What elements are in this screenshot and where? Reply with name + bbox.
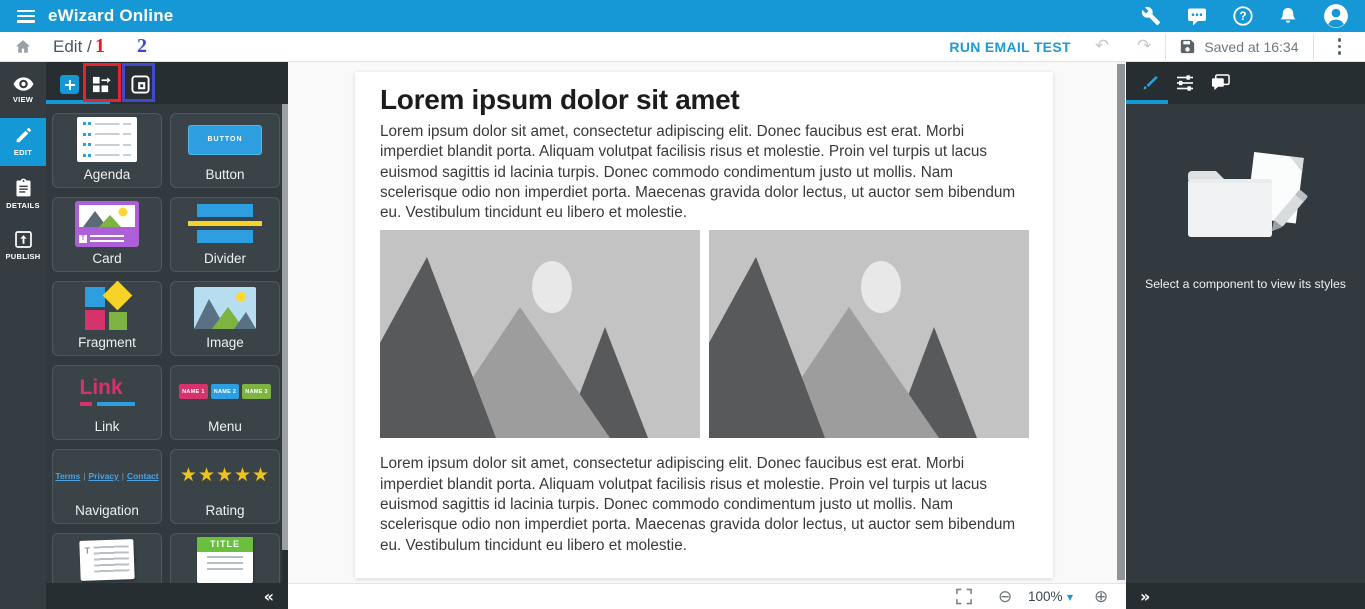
email-canvas [288,62,1126,609]
card-icon: T [53,198,161,249]
zoom-dropdown-icon[interactable]: ▾ [1067,589,1074,604]
menu-icon: NAME 1 NAME 2 NAME 3 [171,366,279,417]
save-status-text: Saved at 16:34 [1204,38,1299,55]
styles-brush-tab-icon[interactable] [1141,74,1159,92]
component-tile-button[interactable] [170,113,280,188]
component-tile-rating[interactable] [170,449,280,524]
breadcrumb: Edit / [53,36,92,56]
comments-tab-icon[interactable] [1211,74,1230,92]
sidebar-item-view[interactable] [0,66,46,114]
chat-icon[interactable] [1187,7,1207,26]
email-image-row [380,230,1029,438]
sidebar-item-publish[interactable] [0,222,46,270]
editor-toolbar [0,32,1365,62]
email-page[interactable] [355,72,1053,578]
tile-label: Navigation [75,503,139,518]
email-paragraph-2[interactable]: Lorem ipsum dolor sit amet, consectetur adipiscing elit. Donec faucibus est erat. Morbi imperdiet blandit porta. Aliquam volutpat facilisis risus et molestie. Proin vel turpis ut lacus euismod sagittis id lacinia turpis. Donec commodo condimentum justo ut mollis. Nam scelerisque odio non imperdiet porta. Maecenas gravida dolor lectus, ut auctor sem bibendum eu. Vestibulum tincidunt eu libero et molestie. [380,455,1016,554]
zoom-out-icon[interactable]: ⊖ [998,586,1013,607]
canvas-scrollbar[interactable] [1117,62,1125,583]
rating-stars-icon: ★★★★★ [179,464,271,486]
annotation-number-2: 2 [137,35,147,57]
components-panel-footer [46,583,288,609]
pencil-icon [15,127,32,144]
components-grid [46,104,282,609]
app-title: eWizard Online [48,6,174,25]
placeholder-image-right[interactable] [709,230,1029,438]
styles-panel [1126,62,1365,609]
components-scrollbar[interactable] [282,62,288,609]
placeholder-image-left[interactable] [380,230,700,438]
collapse-panel-icon[interactable]: « [263,586,274,606]
title-document-icon: TITLE [171,534,279,585]
components-panel [46,62,288,609]
tile-label: Rating [205,503,245,518]
help-icon[interactable] [1233,6,1253,26]
annotation-box-blue [122,63,155,102]
toolbar-divider [1313,34,1314,60]
annotation-box-red [83,63,121,102]
tile-label: Menu [208,419,242,434]
top-app-bar [0,0,1365,32]
email-heading[interactable]: Lorem ipsum dolor sit amet [380,84,740,115]
component-tile-fragment[interactable] [52,281,162,356]
toolbar-divider [1165,34,1166,60]
run-email-test-button[interactable]: RUN EMAIL TEST [949,38,1071,55]
divider-icon [171,198,279,249]
image-icon [171,282,279,333]
more-options-kebab-icon[interactable] [1338,38,1342,55]
zoom-in-icon[interactable]: ⊕ [1094,586,1109,607]
save-floppy-icon [1180,39,1195,54]
fullscreen-icon[interactable] [956,584,972,609]
home-icon [15,39,31,54]
component-tile-navigation[interactable] [52,449,162,524]
avatar-icon[interactable] [1323,3,1349,29]
redo-icon[interactable]: ↷ [1137,36,1152,56]
component-tile-card[interactable] [52,197,162,272]
tile-label: Card [92,251,122,266]
svg-text:?: ? [1239,9,1247,24]
component-tile-divider[interactable] [170,197,280,272]
tile-label: Button [205,167,245,182]
components-panel-tabs [46,62,288,104]
agenda-icon [53,114,161,165]
canvas-footer [288,583,1126,609]
tile-label: Divider [203,251,246,266]
fragment-icon [53,282,161,333]
sidebar-item-label: VIEW [12,94,34,104]
clipboard-icon [16,178,31,197]
component-tile-agenda[interactable] [52,113,162,188]
sidebar-item-edit[interactable] [0,118,46,166]
hamburger-menu-icon[interactable] [17,10,35,23]
settings-sliders-tab-icon[interactable] [1176,74,1194,92]
styles-empty-text: Select a component to view its styles [1145,277,1346,291]
expand-panel-icon[interactable]: » [1140,586,1151,606]
tile-label: Agenda [83,167,131,182]
undo-icon[interactable]: ↶ [1094,36,1110,56]
component-tile-link[interactable] [52,365,162,440]
button-icon: BUTTON [171,114,279,165]
tile-label: Fragment [78,335,136,350]
tools-wrench-icon[interactable] [1141,6,1161,26]
component-tile-menu[interactable] [170,365,280,440]
add-component-tab-icon[interactable] [60,75,79,94]
main-sidebar [0,62,46,609]
sidebar-item-label: PUBLISH [5,252,41,261]
component-tile-image[interactable] [170,281,280,356]
annotation-number-1: 1 [95,35,105,57]
text-document-icon: T [53,534,161,585]
home-button[interactable] [15,39,31,54]
zoom-level[interactable]: 100% [1028,589,1063,604]
tile-label: Image [206,335,244,350]
folder-document-illustration-icon [1176,149,1316,259]
sidebar-item-label: EDIT [13,148,33,157]
link-icon: Link [53,366,161,417]
styles-panel-tabs [1126,62,1365,104]
notifications-bell-icon[interactable] [1279,6,1297,26]
save-status [1180,39,1298,55]
styles-panel-footer [1126,583,1365,609]
email-paragraph-1[interactable]: Lorem ipsum dolor sit amet, consectetur adipiscing elit. Donec faucibus est erat. Morbi imperdiet blandit porta. Aliquam volutpat facilisis risus et molestie. Proin vel turpis ut lacus euismod sagittis id lacinia turpis. Donec commodo condimentum justo ut mollis. Nam scelerisque odio non imperdiet porta. Maecenas gravida dolor lectus, ut auctor sem bibendum eu. Vestibulum tincidunt eu libero et molestie. [380,123,1016,222]
tile-label: Link [94,419,120,434]
eye-icon [13,77,34,91]
sidebar-item-details[interactable] [0,170,46,218]
publish-icon [15,231,32,248]
navigation-icon: Terms | Privacy | Contact [55,470,159,481]
styles-empty-state [1126,104,1365,291]
sidebar-item-label: DETAILS [6,201,40,210]
